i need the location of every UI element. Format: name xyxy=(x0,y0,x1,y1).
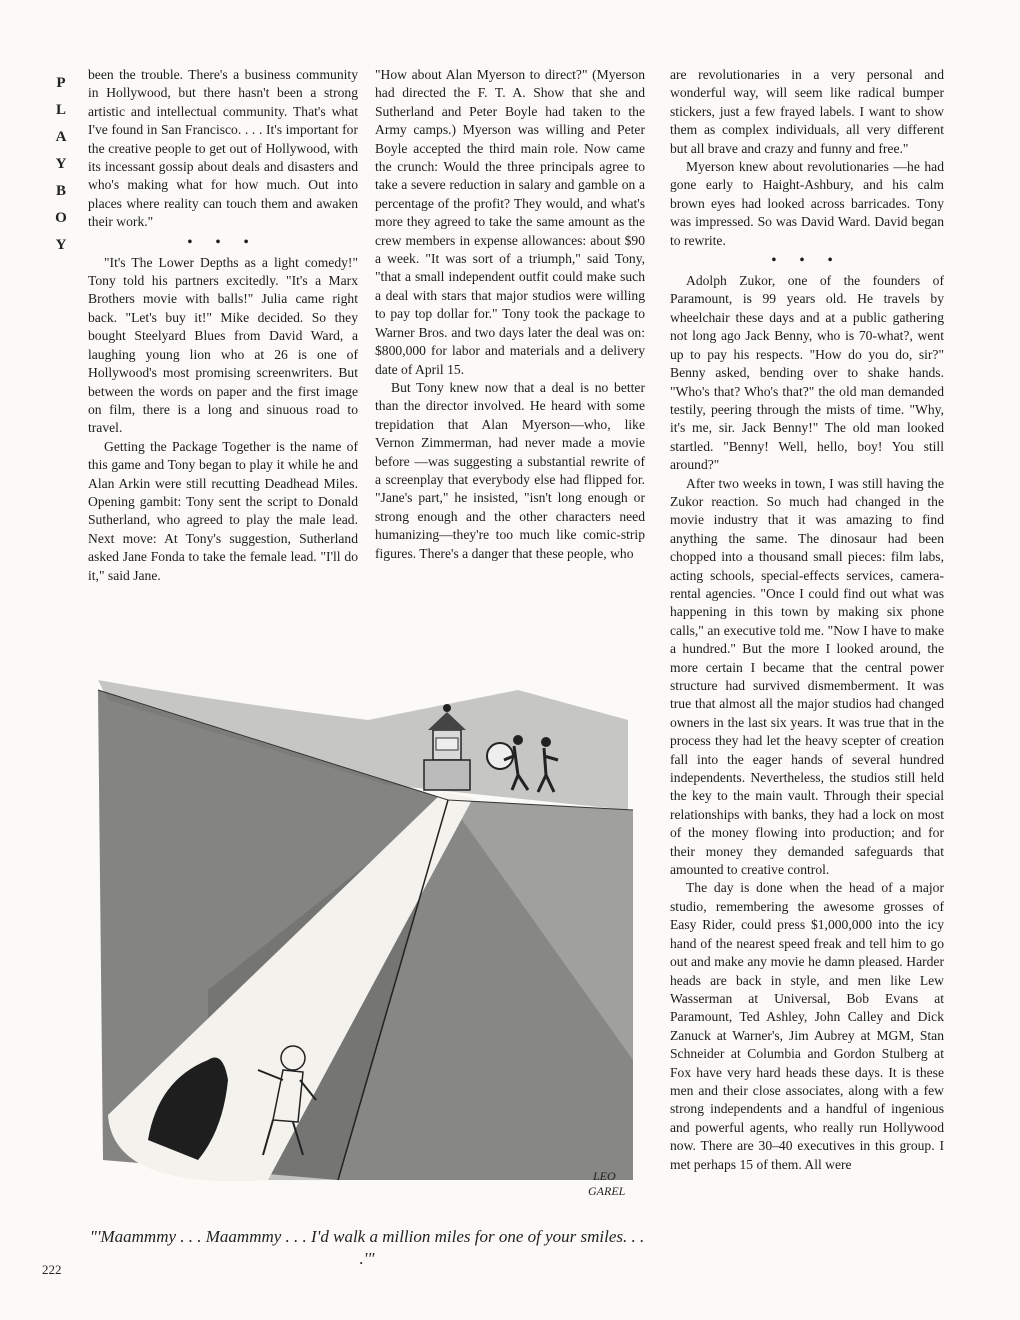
paragraph: "How about Alan Myerson to direct?" (Myerson had directed the F. T. A. Show that she and Sutherland and Peter Boyle had taken to the Army camps.) Myerson was willing and Peter Boyle accepted the third main role. Now came the crunch: Would the three principals agree to take a severe reduction in salary and gamble on a percentage of the profit? They would, and what's more they agreed to take the same amount as the crew members in expense allowances: about $90 a week. "It was sort of a triumph," said Tony, "that a small independent outfit could make such a deal with stars that major studios were willing to pay top dollar for." Tony took the package to Warner Bros. and two days later the deal was on: $800,000 for labor and materials and a delivery date of April 15. xyxy=(375,67,645,377)
masthead-letter: Y xyxy=(55,237,67,253)
artist-signature-line1: LEO xyxy=(593,1169,616,1183)
paragraph: Getting the Package Together is the name of this game and Tony began to play it while he and Alan Arkin were still recutting Deadhead Miles. Opening gambit: Tony sent the script to Donald Sutherland, who agreed to play the male lead. Next move: At Tony's suggestion, Sutherland asked Jane Fonda to take the female lead. "I'll do it," said Jane. xyxy=(88,438,358,583)
masthead-letter: B xyxy=(55,183,66,199)
paragraph: The day is done when the head of a major studio, remembering the awesome grosses of Easy Rider, could press $1,000,000 into the icy hand of the nearest speed freak and tell him to go out and make any movie he damn pleased. Harder heads are back in style, and men like Lew Wasserman at Universal, Bob Evans at Paramount, Ted Ashley, John Calley and Dick Zanuck at Warner's, Jim Aubrey at MGM, Stan Schneider at Columbia and Gordon Stulberg at Fox have very hard heads these days. It is these men and their close associates, along with a few strong independents and a handful of ingenious and powerful agents, who really run Hollywood now. There are 30–40 executives in this group. I met perhaps 15 of them. All were xyxy=(670,880,944,1172)
masthead-letter: L xyxy=(55,102,66,118)
section-break: • • • xyxy=(187,233,259,249)
playboy-masthead xyxy=(50,70,72,259)
paragraph: But Tony knew now that a deal is no better than the director involved. He heard with some trepidation that Alan Myerson—who, like Vernon Zimmerman, had never made a movie before —was suggesting a substantial rewrite of a screenplay that everybody else had flipped for. "Jane's part," he insisted, "isn't long enough or strong enough and the other characters need humanizing—they're too much like comic-strip figures. There's a danger that these people, who xyxy=(375,379,645,561)
masthead-letter: O xyxy=(55,210,67,226)
page-number: 222 xyxy=(42,1262,62,1277)
paragraph: "It's The Lower Depths as a light comedy!" Tony told his partners excitedly. "It's a Marx Brothers movie with balls!" Julia came right back. "Let's buy it!" Mike decided. So they bought Steelyard Blues from David Ward, a laughing young lion who at 26 is one of Hollywood's most promising screenwriters. But between the words on paper and the first image on film, there is a long and sinuous road to travel. xyxy=(88,254,358,436)
paragraph: After two weeks in town, I was still having the Zukor reaction. So much had changed in the movie industry that it was amazing to find anything the same. The dinosaur had been chopped into a thousand small pieces: film labs, acting schools, special-effects services, camera-rental agencies. "Once I could find out what was happening in this town by making six phone calls," an executive told me. "Now I have to make a hundred." But the more I looked around, the more certain I became that the central power structure had survived dismemberment. It was true that almost all the major studios had changed owners in the last six years. It was true that in the process they had let the heavy scepter of creation fall into the eager hands of several hundred independents. Nevertheless, the studios still held the key to the main vault. Through their special relationships with banks, they had a lock on most of the money flowing into production; and for their money they demanded safeguards that amounted to creative control. xyxy=(670,475,944,878)
paragraph: Myerson knew about revolutionaries —he had gone early to Haight-Ashbury, and his calm brown eyes had looked across barricades. Tony was impressed. So was David Ward. David began to rewrite. xyxy=(670,159,944,248)
cartoon-illustration xyxy=(88,660,646,1205)
cartoon-caption: "'Maammmy . . . Maammmy . . . I'd walk a million miles for one of your smiles. . . .'" xyxy=(89,1227,645,1268)
artist-signature-line2: GAREL xyxy=(588,1184,626,1198)
masthead-letter: P xyxy=(56,75,66,91)
paragraph: been the trouble. There's a business community in Hollywood, but there hasn't been a strong artistic and intellectual community. That's what I've found in San Francisco. . . . It's important for the creative people to get out of Hollywood, with its incessant gossip about deals and disasters and who's making what for how much. Out into places where reality can touch them and awaken their work." xyxy=(88,67,358,230)
article-column-2 xyxy=(375,66,645,563)
article-column-1 xyxy=(88,66,358,585)
paragraph: Adolph Zukor, one of the founders of Paramount, is 99 years old. He travels by wheelchair these days and at a public gathering not long ago Jack Benny, who is 70-what?, went up to pay his respects. "How do you do, sir?" Benny asked, bending over to shake hands. "Who's that? Who's that?" the old man demanded testily, peering through the mists of time. "Why, it's me, sir. Jack Benny!" The old man looked startled. "Benny! Well, hello, boy! You still around?" xyxy=(670,273,944,473)
section-break: • • • xyxy=(771,252,843,268)
article-column-3 xyxy=(670,66,944,1174)
masthead-letter: A xyxy=(55,129,67,145)
masthead-letter: Y xyxy=(55,156,67,172)
paragraph: are revolutionaries in a very personal and wonderful way, will seem like radical bumper stickers, just a few frayed labels. I want to show them as complex individuals, all very different but all brave and crazy and funny and free." xyxy=(670,67,944,156)
